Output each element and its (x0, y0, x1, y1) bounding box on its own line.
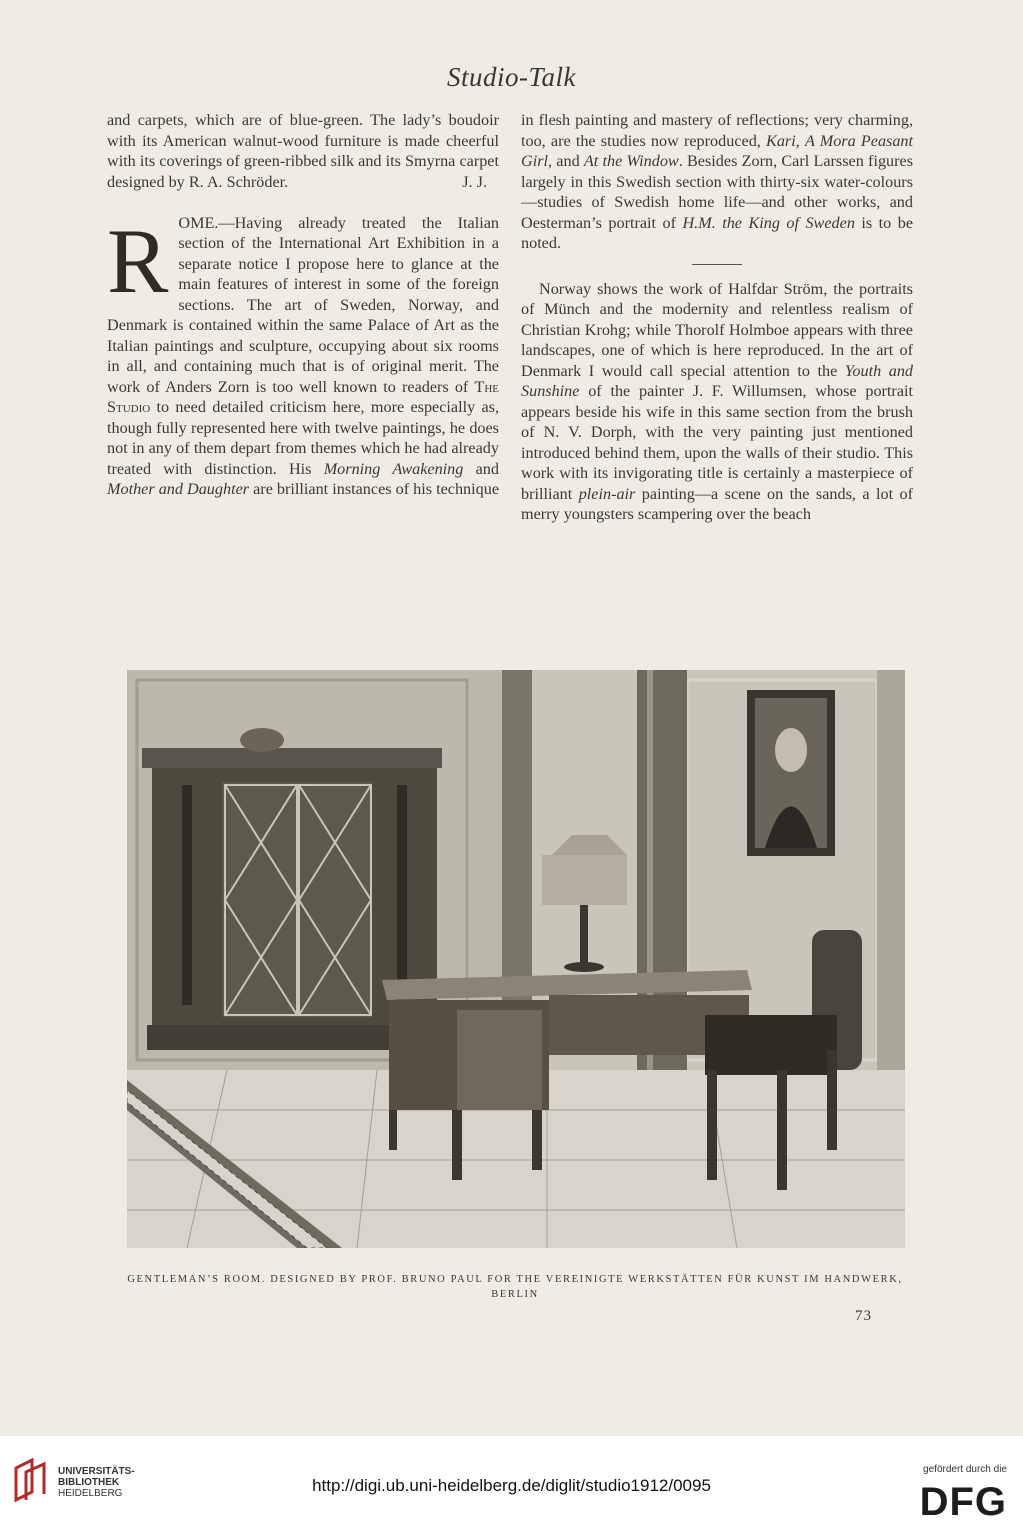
paragraph-text: and (463, 459, 499, 478)
library-name-line: UNIVERSITÄTS- (58, 1466, 135, 1477)
paragraph-text: , and (548, 152, 584, 170)
artwork-title: Mother and Daughter (107, 480, 250, 498)
drop-cap: R (107, 209, 169, 312)
artwork-title: At the Window (583, 152, 679, 170)
paragraph-text: of the painter J. F. Willumsen, whose portrait appears beside his wife in this same section from the brush of N. V. Dorph, with the very painting just mentioned introduced behind them, upon the walls of their studio. This work with its invigorating title is certainly a masterpiece of brilliant (521, 382, 913, 503)
figure-caption: GENTLEMAN’S ROOM. DESIGNED BY PROF. BRUNO PAUL FOR THE VEREINIGTE WERKSTÄTTEN FÜR KUNST IM HANDWERK, BERLIN (127, 1274, 903, 1300)
paragraph-text: to need detailed criticism here, more especially as, though fully represented here with twelve paintings, he does not in any of them depart from themes which he had already treated with distinction. His (107, 398, 499, 478)
art-term: plein-air (578, 484, 636, 503)
funded-by-label: gefördert durch die (923, 1464, 1007, 1475)
right-column (521, 110, 913, 525)
artwork-title: Youth and Sunshine (521, 361, 914, 400)
paragraph (521, 110, 913, 254)
dfg-logo: DFG (919, 1480, 1007, 1524)
paragraph-text: Norway shows the work of Halfdar Ström, the portraits of Münch and the modernity and relentless realism of Christian Krohg; while Thorolf Holmboe appears with three landscapes, one of which is here reproduced. In the art of Denmark I would call special attention to the (521, 279, 913, 380)
artwork-title: A Mora Peasant Girl (521, 131, 914, 170)
paragraph-text: painting—a scene on the sands, a lot of merry youngsters scampering over the beach (521, 484, 913, 523)
paragraph-text: in flesh painting and mastery of reflections; very charming, too, are the studies now reproduced, (521, 111, 913, 150)
paragraph-text: . Besides Zorn, Carl Larssen figures largely in this Swedish section with thirty-six water-colours—studies of Swedish home life—and other works, and Oesterman’s portrait of (521, 152, 914, 232)
library-city: HEIDELBERG (58, 1488, 123, 1499)
paragraph-text: OME.—Having already treated the Italian section of the International Art Exhibition in a separate notice I propose here to glance at the main features of interest in some of the foreign sections. The art of Sweden, Norway, and Denmark is contained within the same Palace of Art as the Italian paintings and sculpture, occupying about six rooms in all, and containing much that is of original merit. The work of Anders Zorn is too well known to readers of (107, 213, 499, 396)
paragraph-text: and carpets, which are of blue-green. The lady’s boudoir with its American walnut-wood furniture is made cheerful with its coverings of green-ribbed silk and its Smyrna carpet designed by R. A. Schröder. (107, 111, 499, 191)
library-name-line: BIBLIOTHEK (58, 1477, 120, 1488)
paragraph (107, 209, 500, 500)
signature: J. J. (462, 173, 487, 191)
paragraph-text: , (795, 131, 805, 150)
room-photograph (127, 670, 905, 1248)
page-number: 73 (855, 1308, 872, 1324)
left-column (107, 110, 499, 500)
paragraph-text: are brilliant instances of his technique (249, 480, 500, 498)
magazine-name: The Studio (107, 377, 499, 416)
paragraph (521, 279, 913, 525)
digitization-footer (0, 1436, 1023, 1528)
artwork-title: Kari (766, 131, 796, 150)
section-divider (692, 264, 742, 265)
artwork-title: Morning Awakening (323, 459, 464, 478)
artwork-title: H.M. the King of Sweden (682, 213, 855, 232)
page-title: Studio-Talk (446, 62, 577, 92)
paragraph-text: is to be noted. (521, 213, 913, 252)
source-url-link[interactable]: http://digi.ub.uni-heidelberg.de/diglit/studio1912/0095 (312, 1476, 711, 1495)
